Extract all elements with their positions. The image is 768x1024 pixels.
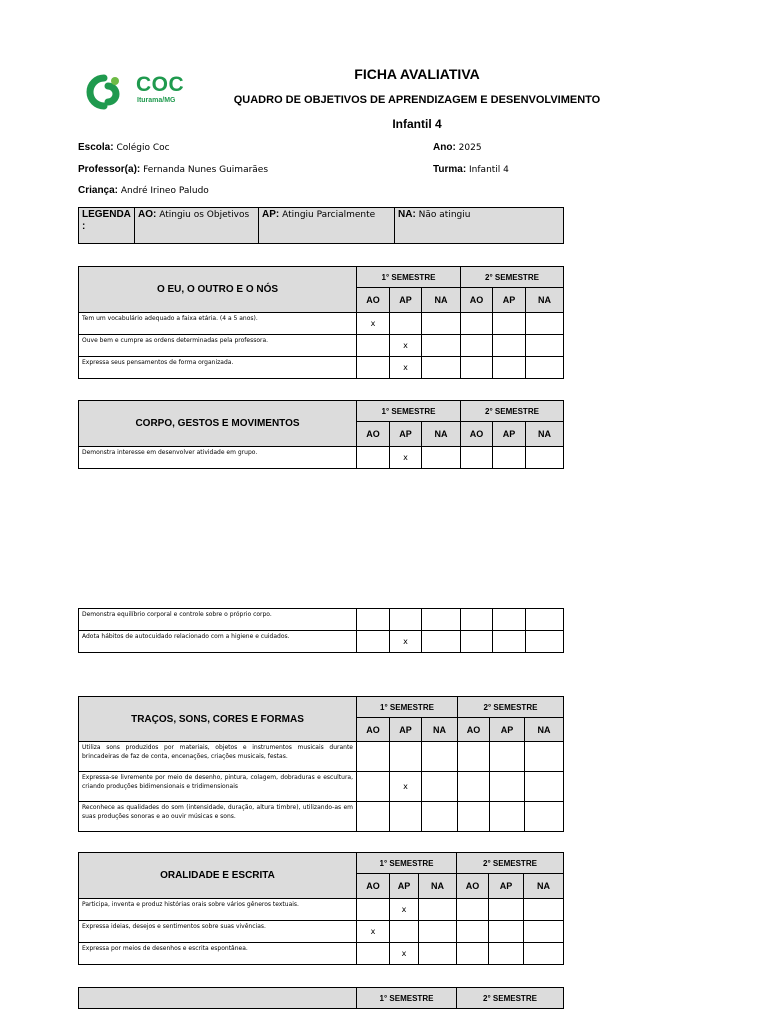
legend-table — [78, 207, 564, 244]
mark-cell-ao-sem2 — [461, 609, 493, 631]
mark-cell-ao-sem1: x — [357, 921, 390, 943]
legend-title: LEGENDA : — [82, 209, 131, 232]
column-na-sem2: NA — [524, 874, 564, 899]
mark-cell-ap-sem1: x — [390, 772, 422, 802]
mark-cell-na-sem2 — [526, 313, 564, 335]
objective-text: Expressa-se livremente por meio de desenho, pintura, colagem, dobraduras e escultura, criando produções bidimensionais e tridimensionais — [79, 772, 357, 802]
mark-cell-na-sem2 — [526, 631, 564, 653]
mark-cell-na-sem1 — [419, 899, 457, 921]
table-row — [79, 447, 564, 469]
mark-cell-na-sem1 — [419, 921, 457, 943]
page-subtitle: QUADRO DE OBJETIVOS DE APRENDIZAGEM E DESENVOLVIMENTO — [233, 94, 601, 106]
class-title: Infantil 4 — [392, 117, 442, 131]
table-row — [79, 357, 564, 379]
mark-cell-ap-sem2 — [489, 943, 524, 965]
mark-cell-na-sem2 — [526, 609, 564, 631]
mark-cell-ap-sem2 — [490, 802, 525, 832]
mark-cell-ap-sem2 — [493, 357, 526, 379]
logo-city: Iturama/MG — [137, 97, 176, 104]
column-ao-sem2: AO — [461, 288, 493, 313]
legend-na-text: Não atingiu — [418, 210, 471, 220]
objective-text: Reconhece as qualidades do som (intensidade, duração, altura timbre), utilizando-as em suas produções sonoras e ao ouvir músicas e sons. — [79, 802, 357, 832]
column-na-sem2: NA — [526, 288, 564, 313]
legend-ap — [259, 208, 395, 244]
mark-cell-ap-sem1: x — [390, 631, 422, 653]
objectives-table — [78, 266, 564, 379]
semester-1-header: 1° SEMESTRE — [357, 853, 457, 874]
escola-value: Colégio Coc — [116, 143, 170, 153]
column-na-sem1: NA — [422, 422, 461, 447]
professor-label: Professor(a): — [78, 164, 141, 175]
table-row — [79, 335, 564, 357]
turma-value: Infantil 4 — [469, 165, 509, 175]
mark-cell-ap-sem2 — [489, 921, 524, 943]
mark-cell-na-sem1 — [422, 802, 458, 832]
table-header-row — [79, 697, 564, 718]
ano-value: 2025 — [458, 143, 482, 153]
field-ano — [433, 142, 482, 154]
semester-2-header: 2° SEMESTRE — [461, 267, 564, 288]
ano-label: Ano: — [433, 142, 456, 153]
mark-cell-ap-sem1: x — [390, 899, 419, 921]
mark-cell-na-sem2 — [525, 772, 564, 802]
mark-cell-ap-sem2 — [489, 899, 524, 921]
mark-cell-na-sem1 — [422, 609, 461, 631]
mark-cell-ap-sem2 — [490, 772, 525, 802]
turma-label: Turma: — [433, 164, 467, 175]
mark-cell-na-sem1 — [419, 943, 457, 965]
objective-text: Demonstra equilíbrio corporal e controle sobre o próprio corpo. — [79, 609, 357, 631]
mark-cell-ao-sem1 — [357, 609, 390, 631]
mark-cell-ao-sem2 — [458, 742, 490, 772]
legend-ao — [135, 208, 259, 244]
section-title: CORPO, GESTOS E MOVIMENTOS — [79, 401, 357, 447]
mark-cell-ao-sem1 — [357, 772, 390, 802]
column-ap-sem2: AP — [493, 422, 526, 447]
table-row — [79, 921, 564, 943]
table-row — [79, 742, 564, 772]
mark-cell-ap-sem1: x — [390, 357, 422, 379]
mark-cell-ao-sem1: x — [357, 313, 390, 335]
mark-cell-ap-sem2 — [493, 313, 526, 335]
objective-text: Expressa ideias, desejos e sentimentos sobre suas vivências. — [79, 921, 357, 943]
column-ap-sem2: AP — [493, 288, 526, 313]
mark-cell-ao-sem2 — [457, 921, 489, 943]
mark-cell-na-sem1 — [422, 313, 461, 335]
mark-cell-na-sem1 — [422, 742, 458, 772]
objective-text: Expressa seus pensamentos de forma organizada. — [79, 357, 357, 379]
table-row — [79, 631, 564, 653]
table-row — [79, 772, 564, 802]
mark-cell-ao-sem2 — [458, 772, 490, 802]
mark-cell-ao-sem2 — [461, 357, 493, 379]
mark-cell-ao-sem2 — [458, 802, 490, 832]
objectives-table — [78, 696, 564, 832]
mark-cell-ao-sem1 — [357, 899, 390, 921]
mark-cell-na-sem2 — [524, 921, 564, 943]
mark-cell-ao-sem2 — [461, 447, 493, 469]
mark-cell-ao-sem2 — [457, 899, 489, 921]
column-ao-sem1: AO — [357, 874, 390, 899]
column-na-sem2: NA — [525, 718, 564, 742]
mark-cell-ap-sem2 — [490, 742, 525, 772]
mark-cell-na-sem2 — [524, 899, 564, 921]
field-professor — [78, 164, 268, 176]
legend-ap-label: AP: — [262, 209, 280, 220]
objectives-table — [78, 852, 564, 965]
logo-brand: COC — [136, 73, 185, 96]
mark-cell-ap-sem2 — [493, 335, 526, 357]
column-ao-sem1: AO — [357, 422, 390, 447]
objective-text: Demonstra interesse em desenvolver atividade em grupo. — [79, 447, 357, 469]
column-ap-sem1: AP — [390, 874, 419, 899]
mark-cell-ao-sem1 — [357, 447, 390, 469]
mark-cell-ap-sem1 — [390, 609, 422, 631]
column-ap-sem2: AP — [490, 718, 525, 742]
semester-2-header: 2° SEMESTRE — [458, 697, 564, 718]
column-ap-sem1: AP — [390, 422, 422, 447]
crianca-value: André Irineo Paludo — [120, 186, 209, 196]
semester-1-header: 1° SEMESTRE — [357, 697, 458, 718]
semester-2-header: 2° SEMESTRE — [461, 401, 564, 422]
mark-cell-na-sem2 — [526, 447, 564, 469]
mark-cell-na-sem2 — [526, 357, 564, 379]
mark-cell-na-sem1 — [422, 772, 458, 802]
column-ao-sem1: AO — [357, 288, 390, 313]
mark-cell-ao-sem2 — [461, 335, 493, 357]
mark-cell-ao-sem2 — [461, 313, 493, 335]
objectives-table — [78, 400, 564, 469]
mark-cell-ao-sem2 — [461, 631, 493, 653]
section-title — [79, 988, 357, 1009]
objectives-table — [78, 987, 564, 1009]
page-title: FICHA AVALIATIVA — [354, 66, 480, 82]
legend-ao-text: Atingiu os Objetivos — [159, 210, 250, 220]
table-row — [79, 802, 564, 832]
professor-value: Fernanda Nunes Guimarães — [143, 165, 269, 175]
table-row — [79, 899, 564, 921]
legend-title-cell — [79, 208, 135, 244]
column-na-sem1: NA — [422, 288, 461, 313]
table-row — [79, 943, 564, 965]
mark-cell-ao-sem1 — [357, 631, 390, 653]
mark-cell-na-sem2 — [525, 802, 564, 832]
legend-na — [395, 208, 564, 244]
escola-label: Escola: — [78, 142, 114, 153]
section-title: TRAÇOS, SONS, CORES E FORMAS — [79, 697, 357, 742]
field-turma — [433, 164, 509, 176]
column-ao-sem1: AO — [357, 718, 390, 742]
table-header-row — [79, 988, 564, 1009]
mark-cell-ao-sem1 — [357, 742, 390, 772]
mark-cell-ap-sem2 — [493, 631, 526, 653]
table-row — [79, 313, 564, 335]
semester-1-header: 1° SEMESTRE — [357, 988, 457, 1009]
column-ao-sem2: AO — [461, 422, 493, 447]
mark-cell-ap-sem1: x — [390, 447, 422, 469]
mark-cell-na-sem2 — [524, 943, 564, 965]
mark-cell-ap-sem1 — [390, 921, 419, 943]
mark-cell-na-sem2 — [525, 742, 564, 772]
legend-ap-text: Atingiu Parcialmente — [282, 210, 376, 220]
objective-text: Adota hábitos de autocuidado relacionado com a higiene e cuidados. — [79, 631, 357, 653]
field-crianca — [78, 185, 209, 197]
mark-cell-ap-sem2 — [493, 447, 526, 469]
legend-na-label: NA: — [398, 209, 416, 220]
objective-text: Ouve bem e cumpre as ordens determinadas pela professora. — [79, 335, 357, 357]
field-escola — [78, 142, 170, 154]
column-ao-sem2: AO — [458, 718, 490, 742]
table-header-row — [79, 401, 564, 422]
objectives-table — [78, 608, 564, 653]
column-ap-sem2: AP — [489, 874, 524, 899]
column-ap-sem1: AP — [390, 288, 422, 313]
objective-text: Expressa por meios de desenhos e escrita espontânea. — [79, 943, 357, 965]
mark-cell-ao-sem2 — [457, 943, 489, 965]
column-na-sem1: NA — [422, 718, 458, 742]
column-ap-sem1: AP — [390, 718, 422, 742]
mark-cell-na-sem1 — [422, 357, 461, 379]
mark-cell-ap-sem1: x — [390, 943, 419, 965]
mark-cell-ap-sem1 — [390, 742, 422, 772]
mark-cell-na-sem1 — [422, 631, 461, 653]
section-title: ORALIDADE E ESCRITA — [79, 853, 357, 899]
coc-logo — [84, 72, 194, 112]
column-na-sem1: NA — [419, 874, 457, 899]
table-header-row — [79, 853, 564, 874]
semester-2-header: 2° SEMESTRE — [457, 988, 564, 1009]
mark-cell-ao-sem1 — [357, 357, 390, 379]
section-title: O EU, O OUTRO E O NÓS — [79, 267, 357, 313]
semester-1-header: 1° SEMESTRE — [357, 267, 461, 288]
objective-text: Tem um vocabulário adequado a faixa etária. (4 a 5 anos). — [79, 313, 357, 335]
mark-cell-ap-sem1 — [390, 313, 422, 335]
semester-2-header: 2° SEMESTRE — [457, 853, 564, 874]
objective-text: Participa, inventa e produz histórias orais sobre vários gêneros textuais. — [79, 899, 357, 921]
objective-text: Utiliza sons produzidos por materiais, objetos e instrumentos musicais durante brincadeiras de faz de conta, encenações, criações musicais, festas. — [79, 742, 357, 772]
mark-cell-na-sem1 — [422, 335, 461, 357]
legend-ao-label: AO: — [138, 209, 157, 220]
semester-1-header: 1° SEMESTRE — [357, 401, 461, 422]
mark-cell-na-sem2 — [526, 335, 564, 357]
mark-cell-ap-sem1 — [390, 802, 422, 832]
mark-cell-ao-sem1 — [357, 943, 390, 965]
mark-cell-ao-sem1 — [357, 802, 390, 832]
mark-cell-ap-sem2 — [493, 609, 526, 631]
mark-cell-na-sem1 — [422, 447, 461, 469]
column-ao-sem2: AO — [457, 874, 489, 899]
coc-logo-icon — [84, 72, 132, 112]
mark-cell-ao-sem1 — [357, 335, 390, 357]
table-header-row — [79, 267, 564, 288]
table-row — [79, 609, 564, 631]
column-na-sem2: NA — [526, 422, 564, 447]
mark-cell-ap-sem1: x — [390, 335, 422, 357]
crianca-label: Criança: — [78, 185, 119, 196]
